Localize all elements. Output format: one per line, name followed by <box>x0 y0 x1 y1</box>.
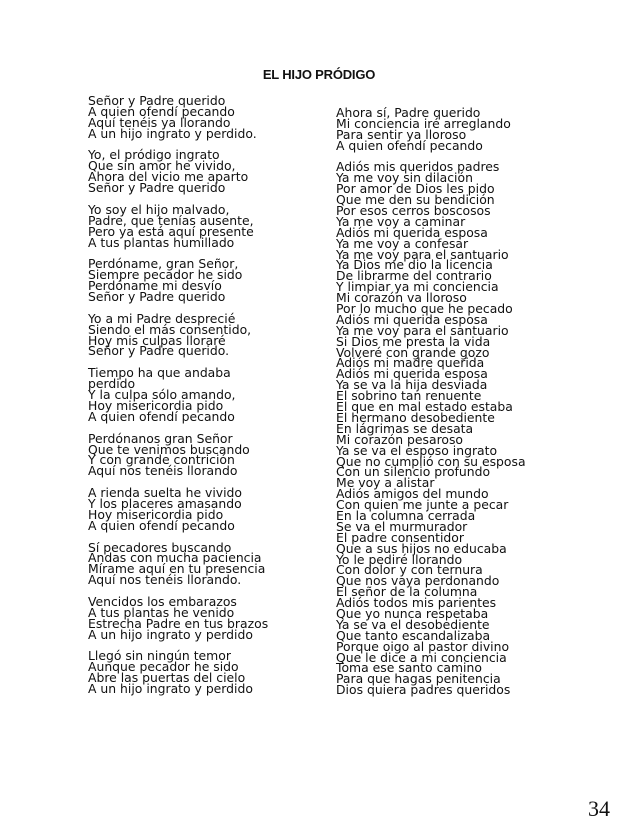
verse-line: A quien ofendí pecando <box>88 408 235 424</box>
verse-line: Que yo nunca respetaba <box>336 605 489 621</box>
verse-line: Mírame aquí en tu presencia <box>88 561 266 577</box>
verse-line: Y con grande contrición <box>88 452 235 468</box>
stanza <box>336 105 586 153</box>
verse-line: En la columna cerrada <box>336 507 476 523</box>
verse-line: Tiempo ha que andaba <box>88 365 231 381</box>
verse-line: Pero ya está aquí presente <box>88 223 254 239</box>
verse-line: Hoy misericordia pido <box>88 397 224 413</box>
verse-line: Con un silencio profundo <box>336 464 491 480</box>
verse-line: Ya se va el esposo ingrato <box>336 442 498 458</box>
verse-line: Aquí tenéis ya llorando <box>88 114 231 130</box>
verse-line: Volveré con grande gozo <box>336 344 490 360</box>
verse-line: A un hijo ingrato y perdido <box>88 626 253 642</box>
verse-line: Yo a mi Padre desprecié <box>88 310 236 326</box>
verse-line: Por esos cerros boscosos <box>336 203 491 219</box>
verse-line: Llegó sin ningún temor <box>88 648 231 664</box>
verse-line: Señor y Padre querido. <box>88 343 230 359</box>
verse-line: Ahora del vicio me aparto <box>88 169 249 185</box>
stanza <box>88 593 318 642</box>
verse-line: Ya se va la hija desviada <box>336 377 488 393</box>
verse-line: Adiós todos mis parientes <box>336 595 497 611</box>
verse-line: El hermano desobediente <box>336 409 495 425</box>
stanza <box>88 365 318 424</box>
verse-line: A quien ofendí pecando <box>88 517 235 533</box>
stanza <box>88 430 318 479</box>
verse-line: Señor y Padre querido <box>88 93 226 108</box>
verse-line: Adiós mi querida esposa <box>336 311 488 327</box>
verse-line: Que tanto escandalizaba <box>336 627 491 643</box>
verse-line: Ya me voy a caminar <box>336 213 466 229</box>
verse-line: Adiós mi querida esposa <box>336 224 488 240</box>
verse-line: Que me den su bendición <box>336 192 495 208</box>
verse-line: Por lo mucho que he pecado <box>336 301 513 317</box>
verse-line: Me voy a alistar <box>336 475 435 491</box>
verse-line: Ya me voy a confesar <box>336 235 469 251</box>
verse-line: Andas con mucha paciencia <box>88 550 262 566</box>
verse-line: Yo soy el hijo malvado, <box>88 201 230 217</box>
verse-line: Siendo el más consentido, <box>88 321 252 337</box>
verse-line: Yo le pediré llorando <box>336 551 463 567</box>
page-number: 34 <box>588 796 610 821</box>
stanza <box>88 539 318 588</box>
verse-line: En lágrimas se desata <box>336 420 474 436</box>
page-title: EL HIJO PRÓDIGO <box>262 67 376 82</box>
verse-line: De librarme del contrario <box>336 268 492 284</box>
verse-line: Que a sus hijos no educaba <box>336 540 507 556</box>
verse-line: Porque oigo al pastor divino <box>336 638 510 654</box>
verse-line: Señor y Padre querido <box>88 289 226 305</box>
verse-line: Por amor de Dios les pido <box>336 181 495 197</box>
verse-line: Adiós mi madre querida <box>336 355 485 371</box>
verse-line: A un hijo ingrato y perdido. <box>88 125 257 141</box>
verse-line: Hoy mis culpas lloraré <box>88 332 226 348</box>
verse-line: Mi corazón va lloroso <box>336 290 467 306</box>
verse-line: Si Dios me presta la vida <box>336 333 491 349</box>
verse-line: Y la culpa sólo amando, <box>88 387 236 403</box>
verse-line: A tus plantas humillado <box>88 234 235 250</box>
verse-line: A quien ofendí pecando <box>88 103 235 119</box>
verse-line: Perdóname mi desvío <box>88 278 222 294</box>
right-column <box>336 105 586 707</box>
verse-line: Yo, el pródigo ingrato <box>88 147 220 163</box>
verse-line: A un hijo ingrato y perdido <box>88 681 253 697</box>
verse-line: Que sin amor he vivido, <box>88 158 236 174</box>
verse-line: Que te venimos buscando <box>88 441 250 457</box>
verse-line: Toma ese santo camino <box>336 660 482 676</box>
verse-line: Dios quiera padres queridos <box>336 682 511 698</box>
verse-line: El padre consentidor <box>336 529 464 545</box>
stanza <box>88 648 318 697</box>
left-column <box>88 93 318 706</box>
stanza <box>88 201 318 250</box>
verse-line: Siempre pecador he sido <box>88 267 243 283</box>
verse-line: El señor de la columna <box>336 584 478 600</box>
stanza <box>88 485 318 533</box>
verse-line: A tus plantas he venido <box>88 604 235 620</box>
verse-line: A rienda suelta he vivido <box>88 485 242 501</box>
verse-line: Con quien me junte a pecar <box>336 497 509 513</box>
verse-line: Se va el murmurador <box>336 518 468 534</box>
verse-line: Con dolor y con ternura <box>336 562 483 578</box>
verse-line: Aquí nos tenéis llorando. <box>88 572 242 588</box>
verse-line: Vencidos los embarazos <box>88 593 237 609</box>
verse-line: Abre las puertas del cielo <box>88 670 246 686</box>
verse-line: Para que hagas penitencia <box>336 671 501 687</box>
verse-line: Perdónanos gran Señor <box>88 430 233 446</box>
verse-line: Y los placeres amasando <box>88 495 242 511</box>
verse-line: Perdóname, gran Señor, <box>88 256 239 272</box>
verse-line: Mi conciencia iré arreglando <box>336 115 511 131</box>
verse-line: A quien ofendí pecando <box>336 137 483 153</box>
verse-line: El que en mal estado estaba <box>336 399 513 415</box>
verse-line: Ahora sí, Padre querido <box>336 105 481 120</box>
stanza <box>88 93 318 141</box>
verse-line: perdido <box>88 376 136 392</box>
verse-line: Padre, que tenías ausente, <box>88 212 254 228</box>
verse-line: Adiós mi querida esposa <box>336 366 488 382</box>
verse-line: Adiós amigos del mundo <box>336 486 489 502</box>
verse-line: Y limpiar ya mi conciencia <box>336 279 499 295</box>
stanza <box>88 256 318 305</box>
verse-line: Hoy misericordia pido <box>88 506 224 522</box>
verse-line: El sobrino tan renuente <box>336 388 482 404</box>
stanza <box>88 147 318 196</box>
stanza <box>88 310 318 359</box>
verse-line: Ya Dios me dio la licencia <box>336 257 493 273</box>
verse-line: Ya se va el desobediente <box>336 616 490 632</box>
verse-line: Estrecha Padre en tus brazos <box>88 615 269 631</box>
verse-line: Sí pecadores buscando <box>88 539 232 555</box>
verse-line: Ya me voy para el santuario <box>336 246 509 262</box>
verse-line: Aquí nos tenéis llorando <box>88 463 238 479</box>
verse-line: Ya me voy para el santuario <box>336 322 509 338</box>
verse-line: Que no cumplió con su esposa <box>336 453 526 469</box>
verse-line: Aunque pecador he sido <box>88 659 239 675</box>
verse-line: Que le dice a mi conciencia <box>336 649 507 665</box>
verse-line: Para sentir ya lloroso <box>336 126 467 142</box>
verse-line: Que nos vaya perdonando <box>336 573 500 589</box>
stanza <box>336 159 586 698</box>
verse-line: Señor y Padre querido <box>88 180 226 196</box>
verse-line: Mi corazón pesaroso <box>336 431 464 447</box>
verse-line: Ya me voy sin dilación <box>336 170 473 186</box>
verse-line: Adiós mis queridos padres <box>336 159 500 175</box>
